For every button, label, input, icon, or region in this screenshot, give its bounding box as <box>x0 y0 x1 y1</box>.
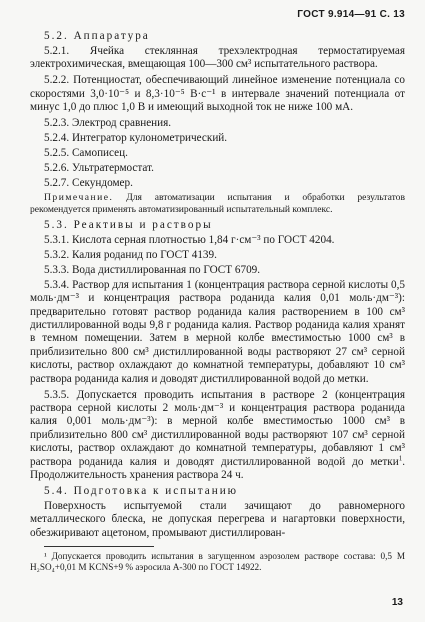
section-5-3-5 <box>30 389 405 483</box>
note-lead: Примечание. <box>44 191 114 203</box>
section-5-2-6: 5.2.6. Ультратермостат. <box>44 161 154 174</box>
footnote-ref: 1 <box>398 453 403 462</box>
section-5-3-3: 5.3.3. Вода дистиллированная по ГОСТ 6709. <box>44 263 261 276</box>
section-5-2-7: 5.2.7. Секундомер. <box>44 176 133 189</box>
note-paragraph <box>30 192 405 215</box>
page-header: ГОСТ 9.914—91 С. 13 <box>297 9 405 20</box>
section-5-3-2: 5.3.2. Калия роданид по ГОСТ 4139. <box>44 248 217 261</box>
section-5-3-1: 5.3.1. Кислота серная плотностью 1,84 г·см⁻³ по ГОСТ 4204. <box>44 234 335 247</box>
section-5-3-5-text-a: 5.3.5. Допускается проводить испытания в растворе 2 (концентрация раствора серной кислоты 2 моль·дм⁻³ и концентрация раствора роданида калия 0,001 моль·дм⁻³): в мерной колбе вместимостью 1000 см³ в приблизительно 800 см³ дистиллированной воды растворяют 107 см³ серной кислоты, раствор охлаждают до комнатной температуры, добавляют 1 см³ раствора роданида калия и доводят дистиллированной водой до метки <box>30 388 405 468</box>
footnote-text: Допускается проводить испытания в загущенном аэрозолем растворе состава: 0,5 М H₂SO₄+0,01 М KCNS+9 % аэросила А-300 по ГОСТ 14922. <box>30 551 405 573</box>
footnote-divider <box>44 546 154 547</box>
footnote-marker: ¹ <box>44 551 47 561</box>
section-5-3-5-text-b: . Продолжительность хранения раствора 24 ч. <box>30 455 405 481</box>
note-body: Для автоматизации испытания и обработки результатов рекомендуется применять автоматизированный испытательный комплекс. <box>30 191 405 215</box>
section-5-2-5: 5.2.5. Самописец. <box>44 146 128 159</box>
section-5-2-2: 5.2.2. Потенциостат, обеспечивающий линейное изменение потенциала со скоростями 3,0·10⁻⁵ и 8,3·10⁻⁵ В·с⁻¹ в интервале значений потенциала от минус 1,0 до плюс 1,0 В и имеющий выходной ток не ниже 100 мА. <box>30 74 405 114</box>
section-5-3-4: 5.3.4. Раствор для испытания 1 (концентрация раствора серной кислоты 0,5 моль·дм⁻³ и концентрация раствора роданида калия 0,01 моль·дм⁻³): предварительно готовят раствор роданида калия растворением в 100 см³ дистиллированной воды 9,8 г роданида калия. Раствор роданида калия хранят в темном помещении. Затем в мерной колбе вместимостью 1000 см³ в приблизительно 800 см³ дистиллированной воды растворяют 27 см³ серной кислоты, раствор охлаждают до комнатной температуры, добавляют 10 см³ раствора роданида калия и доводят дистиллированной водой до метки. <box>30 278 405 385</box>
section-5-2-3: 5.2.3. Электрод сравнения. <box>44 116 172 129</box>
page-content <box>30 30 405 574</box>
footnote <box>30 551 405 574</box>
page-number: 13 <box>391 597 403 608</box>
section-5-3-title: 5.3. Реактивы и растворы <box>44 219 213 232</box>
section-5-2-1: 5.2.1. Ячейка стеклянная трехэлектродная термостатируемая электрохимическая, вмещающая 100—300 см³ испытательного раствора. <box>30 44 405 71</box>
section-5-4-text: Поверхность испытуемой стали зачищают до равномерного металлического блеска, не допуская перегрева и нагартовки поверхности, обезжиривают ацетоном, промывают дистиллирован- <box>30 499 405 539</box>
section-5-2-title: 5.2. Аппаратура <box>44 30 150 42</box>
section-5-2-4: 5.2.4. Интегратор кулонометрический. <box>44 131 228 144</box>
section-5-4-title: 5.4. Подготовка к испытанию <box>44 484 239 497</box>
